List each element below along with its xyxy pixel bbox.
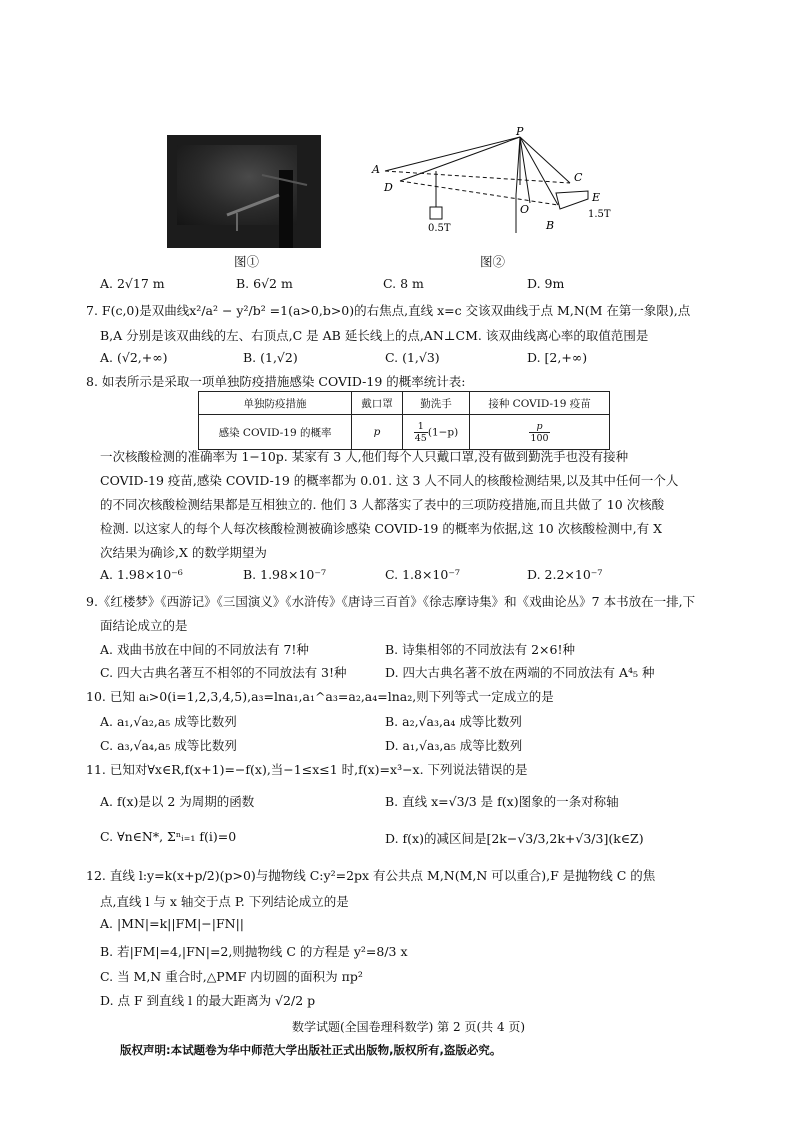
table-header-mask: 戴口罩 bbox=[352, 392, 403, 415]
q9-option-c: C. 四大古典名著互不相邻的不同放法有 3!种 bbox=[100, 665, 347, 680]
fig2-label-p: P bbox=[516, 125, 524, 138]
table-header-measure: 单独防疫措施 bbox=[199, 392, 352, 415]
q6-option-d: D. 9m bbox=[527, 276, 565, 291]
figure-1-photo bbox=[167, 135, 321, 248]
q12-option-c: C. 当 M,N 重合时,△PMF 内切圆的面积为 πp² bbox=[100, 969, 363, 984]
figure-1-caption: 图① bbox=[234, 254, 260, 269]
q10-option-a: A. a₁,√a₂,a₅ 成等比数列 bbox=[100, 714, 237, 729]
q9-line-2: 面结论成立的是 bbox=[100, 618, 188, 633]
q7-option-c: C. (1,√3) bbox=[385, 350, 440, 365]
q12-option-a: A. |MN|=k||FM|−|FN|| bbox=[100, 916, 245, 931]
table-row-label: 感染 COVID-19 的概率 bbox=[199, 415, 352, 450]
q7-line-2: B,A 分别是该双曲线的左、右顶点,C 是 AB 延长线上的点,AN⊥CM. 该双曲线离心率的取值范围是 bbox=[100, 328, 649, 343]
fig2-label-d: D bbox=[384, 181, 393, 194]
q12-line-2: 点,直线 l 与 x 轴交于点 P. 下列结论成立的是 bbox=[100, 894, 349, 909]
table-cell-vaccine: $\frac{p}{100}$ bbox=[470, 415, 610, 450]
fig2-label-a: A bbox=[372, 163, 380, 176]
q8-body-2: COVID-19 疫苗,感染 COVID-19 的概率都为 0.01. 这 3 人不同人的核酸检测结果,以及其中任何一个人 bbox=[100, 473, 679, 488]
q11-option-c: C. ∀n∈N*, Σⁿᵢ₌₁ f(i)=0 bbox=[100, 829, 237, 844]
q7-option-b: B. (1,√2) bbox=[243, 350, 298, 365]
q12-option-d: D. 点 F 到直线 l 的最大距离为 √2/2 p bbox=[100, 993, 316, 1008]
fig2-label-w2: 1.5T bbox=[588, 209, 611, 220]
figure-2-diagram bbox=[370, 125, 620, 265]
fig2-label-w1: 0.5T bbox=[428, 223, 451, 234]
q10-line-1: 10. 已知 aᵢ>0(i=1,2,3,4,5),a₃=lna₁,a₁^a₃=a₂,a₄=lna₂,则下列等式一定成立的是 bbox=[86, 689, 554, 704]
q9-option-b: B. 诗集相邻的不同放法有 2×6!种 bbox=[385, 642, 576, 657]
q7-option-a: A. (√2,+∞) bbox=[100, 350, 168, 365]
copyright-notice: 版权声明:本试题卷为华中师范大学出版社正式出版物,版权所有,盗版必究。 bbox=[120, 1043, 502, 1057]
page-footer: 数学试题(全国卷理科数学) 第 2 页(共 4 页) bbox=[292, 1020, 526, 1034]
figure-2-caption: 图② bbox=[480, 254, 506, 269]
q7-line-1: 7. F(c,0)是双曲线x²/a² − y²/b² =1(a>0,b>0)的右焦点,直线 x=c 交该双曲线于点 M,N(M 在第一象限),点 bbox=[86, 303, 691, 318]
table-cell-wash: $\frac{1}{45}$ (1−p) bbox=[402, 415, 469, 450]
table-header-vaccine: 接种 COVID-19 疫苗 bbox=[470, 392, 610, 415]
q11-option-d: D. f(x)的减区间是[2k−√3/3,2k+√3/3](k∈Z) bbox=[385, 831, 644, 846]
q9-option-a: A. 戏曲书放在中间的不同放法有 7!种 bbox=[100, 642, 309, 657]
q8-option-c: C. 1.8×10⁻⁷ bbox=[385, 567, 460, 582]
fig2-label-o: O bbox=[520, 203, 530, 216]
crane-silhouette bbox=[167, 135, 321, 248]
fig2-label-c: C bbox=[574, 171, 583, 184]
q12-line-1: 12. 直线 l:y=k(x+p/2)(p>0)与抛物线 C:y²=2px 有公共点 M,N(M,N 可以重合),F 是抛物线 C 的焦 bbox=[86, 868, 656, 883]
q9-line-1: 9.《红楼梦》《西游记》《三国演义》《水浒传》《唐诗三百首》《徐志摩诗集》和《戏曲论丛》7 本书放在一排,下 bbox=[86, 594, 696, 609]
q8-intro: 8. 如表所示是采取一项单独防疫措施感染 COVID-19 的概率统计表: bbox=[86, 374, 466, 389]
q8-body-1: 一次核酸检测的准确率为 1−10p. 某家有 3 人,他们每个人只戴口罩,没有做到勤洗手也没有接种 bbox=[100, 449, 629, 464]
q8-option-b: B. 1.98×10⁻⁷ bbox=[243, 567, 326, 582]
q8-body-3: 的不同次核酸检测结果都是互相独立的. 他们 3 人都落实了表中的三项防疫措施,而且共做了 10 次核酸 bbox=[100, 497, 665, 512]
q10-option-b: B. a₂,√a₃,a₄ 成等比数列 bbox=[385, 714, 522, 729]
q11-line-1: 11. 已知对∀x∈R,f(x+1)=−f(x),当−1≤x≤1 时,f(x)=x³−x. 下列说法错误的是 bbox=[86, 762, 528, 777]
table-cell-mask: p bbox=[352, 415, 403, 450]
q8-probability-table bbox=[198, 391, 610, 450]
table-header-wash: 勤洗手 bbox=[402, 392, 469, 415]
q8-body-4: 检测. 以这家人的每个人每次核酸检测被确诊感染 COVID-19 的概率为依据,这 10 次核酸检测中,有 X bbox=[100, 521, 663, 536]
q12-option-b: B. 若|FM|=4,|FN|=2,则抛物线 C 的方程是 y²=8/3 x bbox=[100, 944, 408, 959]
q8-body-5: 次结果为确诊,X 的数学期望为 bbox=[100, 545, 267, 560]
q6-option-c: C. 8 m bbox=[383, 276, 424, 291]
q8-option-d: D. 2.2×10⁻⁷ bbox=[527, 567, 603, 582]
q6-option-b: B. 6√2 m bbox=[236, 276, 293, 291]
q8-option-a: A. 1.98×10⁻⁶ bbox=[100, 567, 183, 582]
q6-option-a: A. 2√17 m bbox=[100, 276, 165, 291]
q9-option-d: D. 四大古典名著不放在两端的不同放法有 A⁴₅ 种 bbox=[385, 665, 655, 680]
q10-option-d: D. a₁,√a₃,a₅ 成等比数列 bbox=[385, 738, 523, 753]
q11-option-a: A. f(x)是以 2 为周期的函数 bbox=[100, 794, 255, 809]
q7-option-d: D. [2,+∞) bbox=[527, 350, 588, 365]
fig2-label-b: B bbox=[546, 219, 555, 232]
q10-option-c: C. a₃,√a₄,a₅ 成等比数列 bbox=[100, 738, 237, 753]
q11-option-b: B. 直线 x=√3/3 是 f(x)图象的一条对称轴 bbox=[385, 794, 619, 809]
fig2-label-e: E bbox=[592, 191, 601, 204]
